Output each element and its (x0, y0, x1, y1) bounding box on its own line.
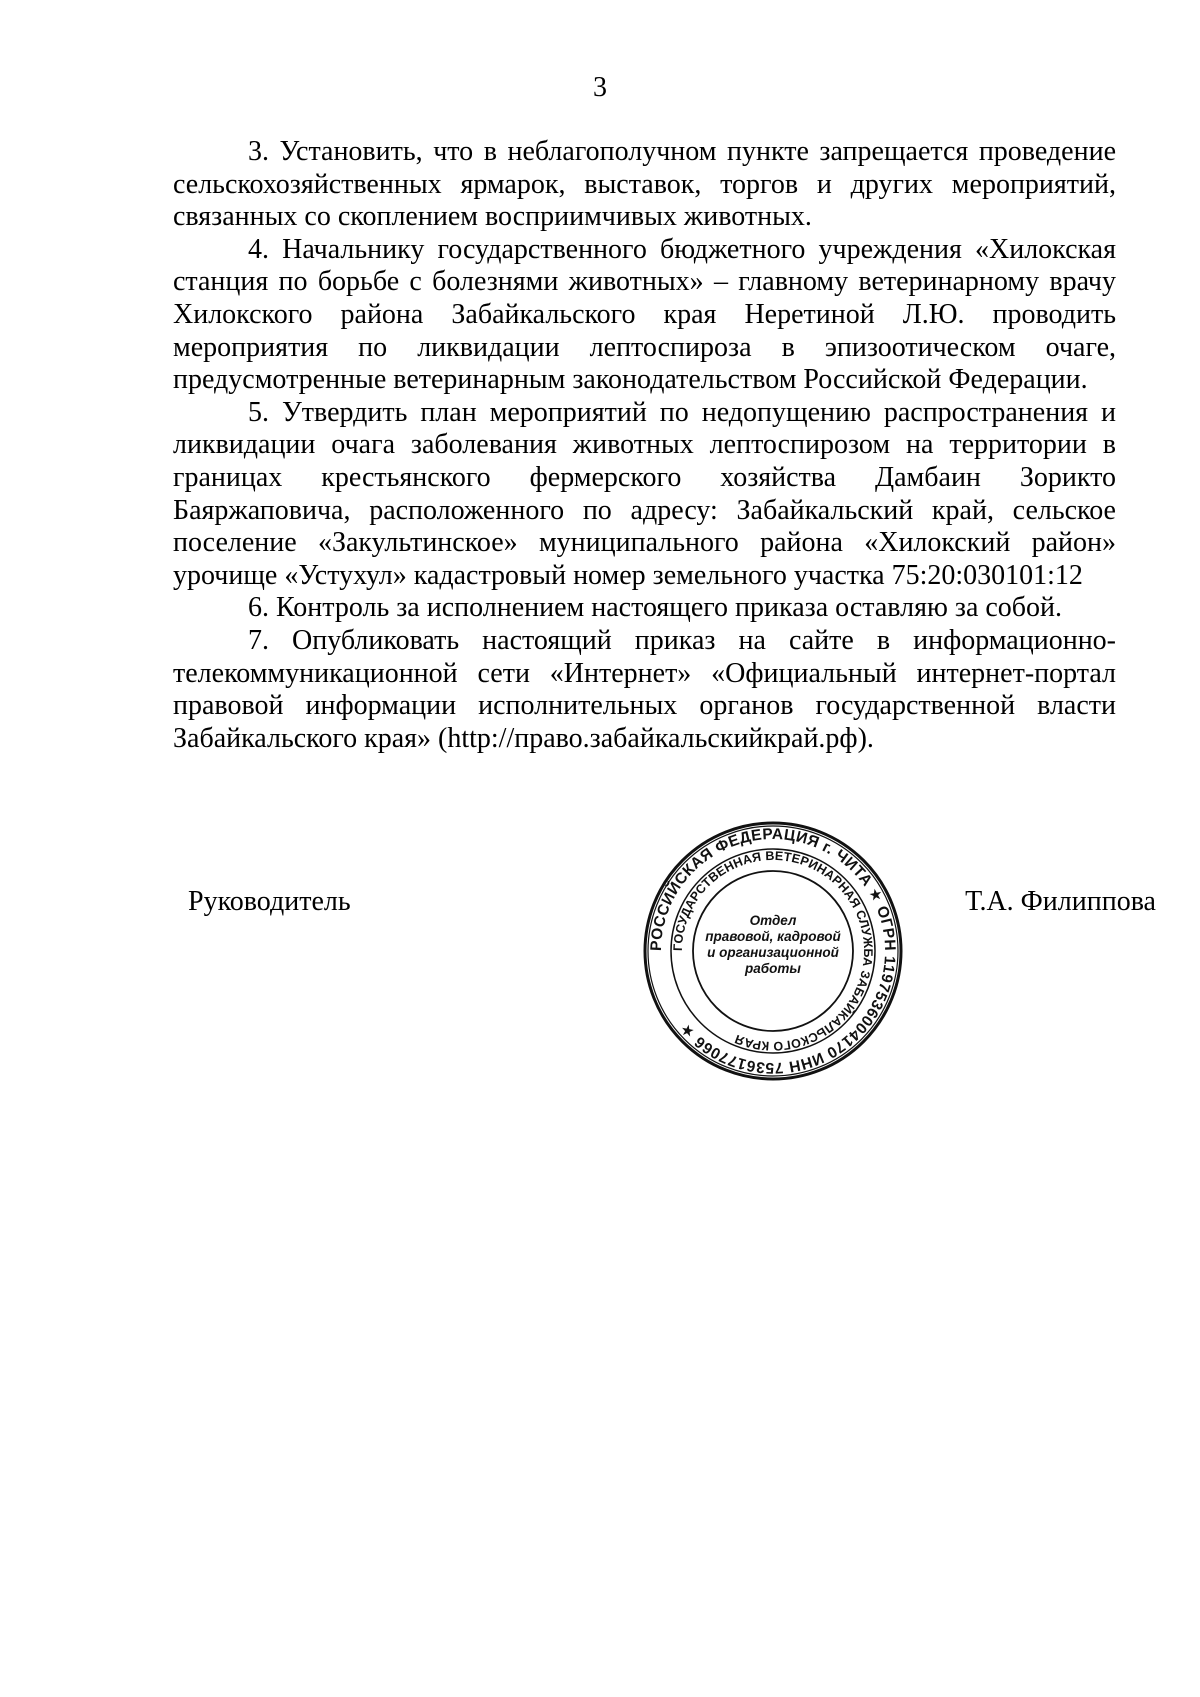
stamp-center-line: правовой, кадровой (705, 929, 841, 944)
signer-name: Т.А. Филиппова (965, 886, 1156, 917)
stamp-center-text (691, 913, 855, 977)
stamp-outer-ring-text: РОССИЙСКАЯ ФЕДЕРАЦИЯ г. ЧИТА ★ ОГРН 1197536004170 ИНН 7536177066 ★ (647, 825, 899, 1077)
paragraph-3: 3. Установить, что в неблагополучном пункте запрещается проведение сельскохозяйственных ярмарок, выставок, торгов и других мероприятий, связанных со скоплением восприимчивых животных. (173, 136, 1116, 233)
paragraph-5: 5. Утвердить план мероприятий по недопущению распространения и ликвидации очага заболевания животных лептоспирозом на территории в границах крестьянского фермерского хозяйства Дамбаин Зорикто Баяржаповича, расположенного по адресу: Забайкальский край, сельское поселение «Закультинское» муниципального района «Хилокский район» урочище «Устухул» кадастровый номер земельного участка 75:20:030101:12 (173, 396, 1116, 591)
stamp-inner-ring-text: ГОСУДАРСТВЕННАЯ ВЕТЕРИНАРНАЯ СЛУЖБА ЗАБАЙКАЛЬСКОГО КРАЯ (670, 848, 876, 1054)
paragraph-4: 4. Начальнику государственного бюджетного учреждения «Хилокская станция по борьбе с болезнями животных» – главному ветеринарному врачу Хилокского района Забайкальского края Неретиной Л.Ю. проводить мероприятия по ликвидации лептоспироза в эпизоотическом очаге, предусмотренные ветеринарным законодательством Российской Федерации. (173, 233, 1116, 396)
signature-block (0, 886, 1200, 926)
stamp-center-line: работы (745, 961, 801, 976)
signer-position: Руководитель (188, 886, 351, 917)
stamp-center-line: и организационной (707, 945, 839, 960)
stamp-center-line: Отдел (749, 913, 797, 928)
page-number: 3 (593, 72, 607, 103)
paragraph-6: 6. Контроль за исполнением настоящего приказа оставляю за собой. (248, 592, 1063, 624)
paragraph-7: 7. Опубликовать настоящий приказ на сайте в информационно-телекоммуникационной сети «Интернет» «Официальный интернет-портал правовой информации исполнительных органов государственной власти Забайкальского края» (http://право.забайкальскийкрай.рф). (173, 624, 1116, 754)
document-body (173, 136, 1116, 755)
